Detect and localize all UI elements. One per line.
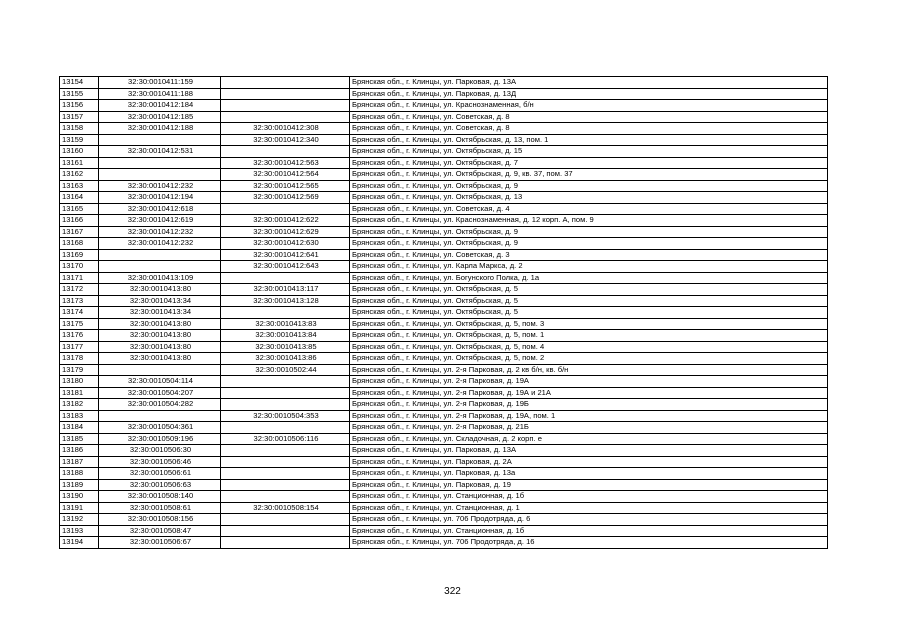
building-cadastral-number-cell: 32:30:0010412:565 bbox=[221, 180, 350, 192]
address-cell: Брянская обл., г. Клинцы, ул. Октябрьская, д. 5, пом. 4 bbox=[350, 341, 828, 353]
table-row bbox=[60, 422, 828, 434]
address-cell: Брянская обл., г. Клинцы, ул. 2-я Парковая, д. 19А и 21А bbox=[350, 387, 828, 399]
table-row bbox=[60, 341, 828, 353]
row-number-cell: 13193 bbox=[60, 525, 99, 537]
table-row bbox=[60, 180, 828, 192]
row-number-cell: 13167 bbox=[60, 226, 99, 238]
building-cadastral-number-cell bbox=[221, 307, 350, 319]
cadastral-number-cell bbox=[99, 249, 221, 261]
cadastral-number-cell: 32:30:0010504:361 bbox=[99, 422, 221, 434]
row-number-cell: 13172 bbox=[60, 284, 99, 296]
building-cadastral-number-cell bbox=[221, 479, 350, 491]
cadastral-number-cell: 32:30:0010412:619 bbox=[99, 215, 221, 227]
cadastral-number-cell: 32:30:0010412:188 bbox=[99, 123, 221, 135]
cadastral-number-cell: 32:30:0010506:63 bbox=[99, 479, 221, 491]
table-row bbox=[60, 387, 828, 399]
cadastral-number-cell: 32:30:0010413:80 bbox=[99, 284, 221, 296]
building-cadastral-number-cell: 32:30:0010508:154 bbox=[221, 502, 350, 514]
table-row bbox=[60, 226, 828, 238]
table-row bbox=[60, 215, 828, 227]
table-row bbox=[60, 157, 828, 169]
cadastral-number-cell: 32:30:0010412:185 bbox=[99, 111, 221, 123]
address-cell: Брянская обл., г. Клинцы, ул. 2-я Парковая, д. 19Б bbox=[350, 399, 828, 411]
address-cell: Брянская обл., г. Клинцы, ул. Станционная, д. 1 bbox=[350, 502, 828, 514]
cadastral-number-cell: 32:30:0010504:114 bbox=[99, 376, 221, 388]
building-cadastral-number-cell bbox=[221, 387, 350, 399]
address-cell: Брянская обл., г. Клинцы, ул. Парковая, д. 13А bbox=[350, 445, 828, 457]
building-cadastral-number-cell: 32:30:0010502:44 bbox=[221, 364, 350, 376]
row-number-cell: 13181 bbox=[60, 387, 99, 399]
building-cadastral-number-cell: 32:30:0010412:643 bbox=[221, 261, 350, 273]
building-cadastral-number-cell bbox=[221, 399, 350, 411]
cadastral-number-cell: 32:30:0010412:232 bbox=[99, 238, 221, 250]
building-cadastral-number-cell bbox=[221, 88, 350, 100]
address-cell: Брянская обл., г. Клинцы, ул. Советская, д. 8 bbox=[350, 123, 828, 135]
table-row bbox=[60, 364, 828, 376]
address-cell: Брянская обл., г. Клинцы, ул. 2-я Парковая, д. 19А, пом. 1 bbox=[350, 410, 828, 422]
cadastral-number-cell: 32:30:0010413:34 bbox=[99, 295, 221, 307]
row-number-cell: 13157 bbox=[60, 111, 99, 123]
address-cell: Брянская обл., г. Клинцы, ул. Парковая, д. 2А bbox=[350, 456, 828, 468]
table-row bbox=[60, 479, 828, 491]
building-cadastral-number-cell: 32:30:0010412:563 bbox=[221, 157, 350, 169]
row-number-cell: 13179 bbox=[60, 364, 99, 376]
building-cadastral-number-cell bbox=[221, 445, 350, 457]
address-cell: Брянская обл., г. Клинцы, ул. Октябрьская, д. 5 bbox=[350, 307, 828, 319]
building-cadastral-number-cell: 32:30:0010413:84 bbox=[221, 330, 350, 342]
row-number-cell: 13170 bbox=[60, 261, 99, 273]
row-number-cell: 13171 bbox=[60, 272, 99, 284]
cadastral-number-cell: 32:30:0010506:30 bbox=[99, 445, 221, 457]
address-cell: Брянская обл., г. Клинцы, ул. Богунского Полка, д. 1а bbox=[350, 272, 828, 284]
row-number-cell: 13159 bbox=[60, 134, 99, 146]
table-row bbox=[60, 192, 828, 204]
cadastral-number-cell: 32:30:0010412:618 bbox=[99, 203, 221, 215]
cadastral-number-cell: 32:30:0010413:109 bbox=[99, 272, 221, 284]
building-cadastral-number-cell: 32:30:0010413:86 bbox=[221, 353, 350, 365]
address-cell: Брянская обл., г. Клинцы, ул. Октябрьская, д. 5, пом. 1 bbox=[350, 330, 828, 342]
table-row bbox=[60, 249, 828, 261]
building-cadastral-number-cell: 32:30:0010412:629 bbox=[221, 226, 350, 238]
table-row bbox=[60, 203, 828, 215]
row-number-cell: 13165 bbox=[60, 203, 99, 215]
building-cadastral-number-cell: 32:30:0010412:308 bbox=[221, 123, 350, 135]
building-cadastral-number-cell bbox=[221, 537, 350, 549]
row-number-cell: 13192 bbox=[60, 514, 99, 526]
cadastral-number-cell bbox=[99, 169, 221, 181]
table-row bbox=[60, 491, 828, 503]
table-row bbox=[60, 284, 828, 296]
page-number: 322 bbox=[444, 586, 461, 597]
address-cell: Брянская обл., г. Клинцы, ул. 2-я Парковая, д. 2 кв б/н, кв. б/н bbox=[350, 364, 828, 376]
building-cadastral-number-cell: 32:30:0010412:641 bbox=[221, 249, 350, 261]
building-cadastral-number-cell bbox=[221, 456, 350, 468]
cadastral-number-cell: 32:30:0010413:80 bbox=[99, 318, 221, 330]
address-cell: Брянская обл., г. Клинцы, ул. Октябрьская, д. 9 bbox=[350, 226, 828, 238]
cadastral-number-cell: 32:30:0010412:232 bbox=[99, 226, 221, 238]
table-row bbox=[60, 88, 828, 100]
building-cadastral-number-cell: 32:30:0010413:85 bbox=[221, 341, 350, 353]
cadastral-number-cell bbox=[99, 364, 221, 376]
cadastral-number-cell: 32:30:0010506:67 bbox=[99, 537, 221, 549]
building-cadastral-number-cell bbox=[221, 111, 350, 123]
cadastral-number-cell: 32:30:0010411:188 bbox=[99, 88, 221, 100]
table-row bbox=[60, 295, 828, 307]
address-cell: Брянская обл., г. Клинцы, ул. Октябрьская, д. 9, кв. 37, пом. 37 bbox=[350, 169, 828, 181]
building-cadastral-number-cell bbox=[221, 422, 350, 434]
cadastral-number-cell: 32:30:0010508:140 bbox=[99, 491, 221, 503]
cadastral-number-cell: 32:30:0010509:196 bbox=[99, 433, 221, 445]
address-cell: Брянская обл., г. Клинцы, ул. Советская, д. 8 bbox=[350, 111, 828, 123]
table-row bbox=[60, 272, 828, 284]
cadastral-number-cell: 32:30:0010412:194 bbox=[99, 192, 221, 204]
cadastral-number-cell bbox=[99, 134, 221, 146]
address-cell: Брянская обл., г. Клинцы, ул. Октябрьская, д. 9 bbox=[350, 180, 828, 192]
cadastral-number-cell: 32:30:0010413:80 bbox=[99, 353, 221, 365]
address-cell: Брянская обл., г. Клинцы, ул. Парковая, д. 19 bbox=[350, 479, 828, 491]
table-row bbox=[60, 111, 828, 123]
table-row bbox=[60, 445, 828, 457]
row-number-cell: 13175 bbox=[60, 318, 99, 330]
address-cell: Брянская обл., г. Клинцы, ул. Октябрьская, д. 5, пом. 2 bbox=[350, 353, 828, 365]
cadastral-number-cell: 32:30:0010412:531 bbox=[99, 146, 221, 158]
building-cadastral-number-cell: 32:30:0010412:564 bbox=[221, 169, 350, 181]
address-cell: Брянская обл., г. Клинцы, ул. Парковая, д. 13А bbox=[350, 77, 828, 89]
table-row bbox=[60, 123, 828, 135]
table-row bbox=[60, 77, 828, 89]
address-cell: Брянская обл., г. Клинцы, ул. Октябрьская, д. 9 bbox=[350, 238, 828, 250]
building-cadastral-number-cell bbox=[221, 376, 350, 388]
row-number-cell: 13163 bbox=[60, 180, 99, 192]
row-number-cell: 13166 bbox=[60, 215, 99, 227]
address-cell: Брянская обл., г. Клинцы, ул. Советская, д. 4 bbox=[350, 203, 828, 215]
building-cadastral-number-cell bbox=[221, 272, 350, 284]
address-cell: Брянская обл., г. Клинцы, ул. Парковая, д. 13Д bbox=[350, 88, 828, 100]
address-cell: Брянская обл., г. Клинцы, ул. Октябрьская, д. 7 bbox=[350, 157, 828, 169]
row-number-cell: 13194 bbox=[60, 537, 99, 549]
address-cell: Брянская обл., г. Клинцы, ул. Краснознаменная, д. 12 корп. А, пом. 9 bbox=[350, 215, 828, 227]
table-row bbox=[60, 399, 828, 411]
cadastral-number-cell: 32:30:0010506:61 bbox=[99, 468, 221, 480]
cadastral-number-cell: 32:30:0010412:184 bbox=[99, 100, 221, 112]
address-cell: Брянская обл., г. Клинцы, ул. 2-я Парковая, д. 19А bbox=[350, 376, 828, 388]
building-cadastral-number-cell bbox=[221, 514, 350, 526]
cadastral-number-cell: 32:30:0010413:34 bbox=[99, 307, 221, 319]
register-table-body bbox=[60, 77, 828, 549]
row-number-cell: 13178 bbox=[60, 353, 99, 365]
table-row bbox=[60, 169, 828, 181]
row-number-cell: 13184 bbox=[60, 422, 99, 434]
row-number-cell: 13174 bbox=[60, 307, 99, 319]
row-number-cell: 13186 bbox=[60, 445, 99, 457]
table-row bbox=[60, 433, 828, 445]
row-number-cell: 13176 bbox=[60, 330, 99, 342]
building-cadastral-number-cell: 32:30:0010413:83 bbox=[221, 318, 350, 330]
table-row bbox=[60, 307, 828, 319]
table-row bbox=[60, 514, 828, 526]
row-number-cell: 13187 bbox=[60, 456, 99, 468]
table-row bbox=[60, 456, 828, 468]
row-number-cell: 13188 bbox=[60, 468, 99, 480]
address-cell: Брянская обл., г. Клинцы, ул. Карла Маркса, д. 2 bbox=[350, 261, 828, 273]
table-row bbox=[60, 410, 828, 422]
row-number-cell: 13162 bbox=[60, 169, 99, 181]
address-cell: Брянская обл., г. Клинцы, ул. Станционная, д. 1б bbox=[350, 525, 828, 537]
address-cell: Брянская обл., г. Клинцы, ул. Октябрьская, д. 5, пом. 3 bbox=[350, 318, 828, 330]
table-row bbox=[60, 468, 828, 480]
address-cell: Брянская обл., г. Клинцы, ул. Складочная, д. 2 корп. е bbox=[350, 433, 828, 445]
address-cell: Брянская обл., г. Клинцы, ул. Октябрьская, д. 15 bbox=[350, 146, 828, 158]
cadastral-number-cell bbox=[99, 261, 221, 273]
table-row bbox=[60, 353, 828, 365]
row-number-cell: 13158 bbox=[60, 123, 99, 135]
address-cell: Брянская обл., г. Клинцы, ул. 706 Продотряда, д. 16 bbox=[350, 537, 828, 549]
building-cadastral-number-cell bbox=[221, 77, 350, 89]
address-cell: Брянская обл., г. Клинцы, ул. 706 Продотряда, д. 6 bbox=[350, 514, 828, 526]
row-number-cell: 13161 bbox=[60, 157, 99, 169]
building-cadastral-number-cell: 32:30:0010412:622 bbox=[221, 215, 350, 227]
row-number-cell: 13173 bbox=[60, 295, 99, 307]
row-number-cell: 13164 bbox=[60, 192, 99, 204]
table-row bbox=[60, 525, 828, 537]
row-number-cell: 13156 bbox=[60, 100, 99, 112]
building-cadastral-number-cell bbox=[221, 468, 350, 480]
table-row bbox=[60, 146, 828, 158]
row-number-cell: 13154 bbox=[60, 77, 99, 89]
table-row bbox=[60, 318, 828, 330]
row-number-cell: 13168 bbox=[60, 238, 99, 250]
table-row bbox=[60, 502, 828, 514]
building-cadastral-number-cell bbox=[221, 525, 350, 537]
address-cell: Брянская обл., г. Клинцы, ул. Краснознаменная, б/н bbox=[350, 100, 828, 112]
building-cadastral-number-cell: 32:30:0010412:630 bbox=[221, 238, 350, 250]
row-number-cell: 13191 bbox=[60, 502, 99, 514]
building-cadastral-number-cell bbox=[221, 491, 350, 503]
building-cadastral-number-cell: 32:30:0010504:353 bbox=[221, 410, 350, 422]
row-number-cell: 13177 bbox=[60, 341, 99, 353]
cadastral-number-cell: 32:30:0010508:47 bbox=[99, 525, 221, 537]
table-row bbox=[60, 261, 828, 273]
address-cell: Брянская обл., г. Клинцы, ул. Советская, д. 3 bbox=[350, 249, 828, 261]
cadastral-number-cell bbox=[99, 157, 221, 169]
building-cadastral-number-cell bbox=[221, 146, 350, 158]
building-cadastral-number-cell: 32:30:0010506:116 bbox=[221, 433, 350, 445]
address-cell: Брянская обл., г. Клинцы, ул. Октябрьская, д. 13 bbox=[350, 192, 828, 204]
building-cadastral-number-cell: 32:30:0010413:117 bbox=[221, 284, 350, 296]
cadastral-number-cell: 32:30:0010508:156 bbox=[99, 514, 221, 526]
row-number-cell: 13183 bbox=[60, 410, 99, 422]
table-row bbox=[60, 330, 828, 342]
row-number-cell: 13169 bbox=[60, 249, 99, 261]
table-row bbox=[60, 537, 828, 549]
row-number-cell: 13189 bbox=[60, 479, 99, 491]
cadastral-number-cell bbox=[99, 410, 221, 422]
address-cell: Брянская обл., г. Клинцы, ул. Парковая, д. 13а bbox=[350, 468, 828, 480]
building-cadastral-number-cell bbox=[221, 203, 350, 215]
cadastral-number-cell: 32:30:0010413:80 bbox=[99, 341, 221, 353]
address-cell: Брянская обл., г. Клинцы, ул. Станционная, д. 1б bbox=[350, 491, 828, 503]
cadastral-number-cell: 32:30:0010411:159 bbox=[99, 77, 221, 89]
building-cadastral-number-cell: 32:30:0010412:340 bbox=[221, 134, 350, 146]
building-cadastral-number-cell: 32:30:0010412:569 bbox=[221, 192, 350, 204]
address-cell: Брянская обл., г. Клинцы, ул. Октябрьская, д. 5 bbox=[350, 295, 828, 307]
row-number-cell: 13182 bbox=[60, 399, 99, 411]
row-number-cell: 13185 bbox=[60, 433, 99, 445]
cadastral-number-cell: 32:30:0010504:282 bbox=[99, 399, 221, 411]
row-number-cell: 13190 bbox=[60, 491, 99, 503]
table-row bbox=[60, 376, 828, 388]
building-cadastral-number-cell bbox=[221, 100, 350, 112]
address-cell: Брянская обл., г. Клинцы, ул. Октябрьская, д. 5 bbox=[350, 284, 828, 296]
property-register-table bbox=[59, 76, 828, 549]
cadastral-number-cell: 32:30:0010413:80 bbox=[99, 330, 221, 342]
row-number-cell: 13160 bbox=[60, 146, 99, 158]
address-cell: Брянская обл., г. Клинцы, ул. 2-я Парковая, д. 21Б bbox=[350, 422, 828, 434]
table-row bbox=[60, 134, 828, 146]
table-row bbox=[60, 100, 828, 112]
row-number-cell: 13180 bbox=[60, 376, 99, 388]
building-cadastral-number-cell: 32:30:0010413:128 bbox=[221, 295, 350, 307]
table-row bbox=[60, 238, 828, 250]
address-cell: Брянская обл., г. Клинцы, ул. Октябрьская, д. 13, пом. 1 bbox=[350, 134, 828, 146]
cadastral-number-cell: 32:30:0010412:232 bbox=[99, 180, 221, 192]
cadastral-number-cell: 32:30:0010504:207 bbox=[99, 387, 221, 399]
row-number-cell: 13155 bbox=[60, 88, 99, 100]
cadastral-number-cell: 32:30:0010506:46 bbox=[99, 456, 221, 468]
cadastral-number-cell: 32:30:0010508:61 bbox=[99, 502, 221, 514]
